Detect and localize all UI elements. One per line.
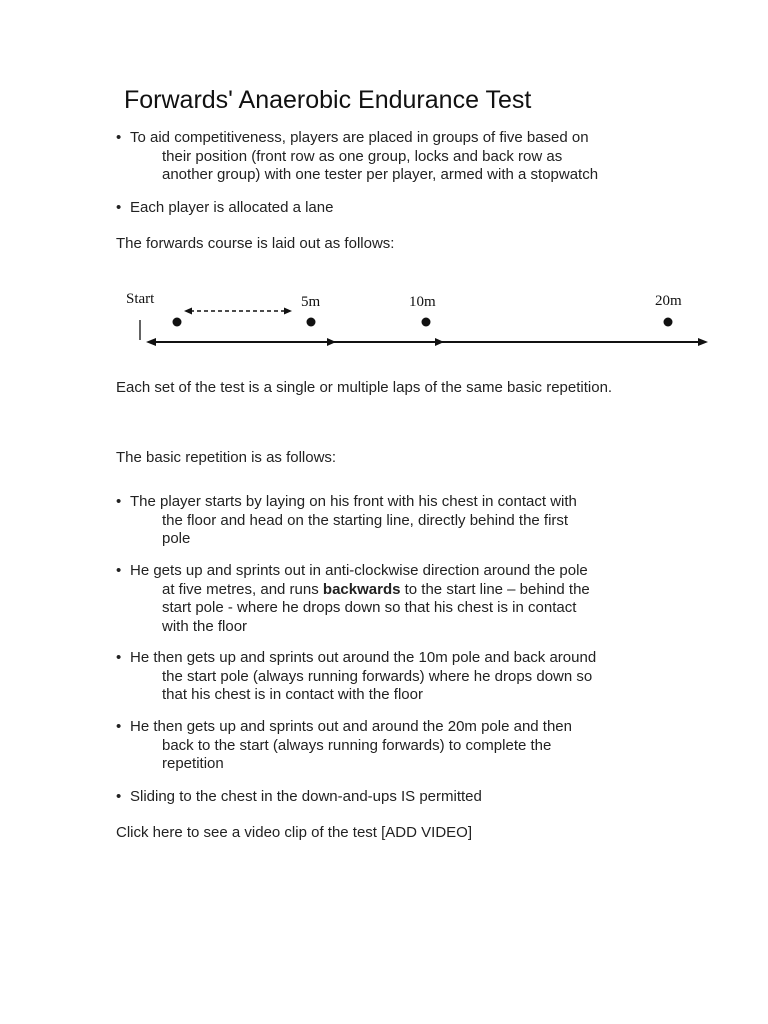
bullet-text: The player starts by laying on his front with his chest in contact with [130,493,577,510]
bullet-dot: • [116,649,122,666]
pole-10m-dot [422,318,431,327]
repetition-bullet-20m [116,718,676,774]
bullet-text-segment: at five metres, and runs [162,580,323,598]
repetition-bullet-10m [116,649,676,705]
repetition-bullet-5m [116,562,676,636]
bullet-text: He then gets up and sprints out and around the 20m pole and then [130,718,572,735]
arrow-head-right [284,308,292,315]
start-label: Start [126,291,155,307]
marker-label-5m: 5m [301,294,321,310]
arrow-head-5m [327,338,336,346]
repetition-bullet-sliding [116,788,676,807]
intro-bullet-lane [116,199,676,218]
bullet-dot: • [116,199,122,216]
set-description-text: Each set of the test is a single or multiple laps of the same basic repetition. [116,379,613,396]
bullet-lead-line [116,718,676,737]
bullet-lead-line [116,788,676,807]
bullet-dot: • [116,562,122,579]
bullet-text: Sliding to the chest in the down-and-ups IS permitted [130,788,482,805]
bullet-continuation: repetition [162,755,224,772]
pole-20m-dot [664,318,673,327]
bullet-continuation: the floor and head on the starting line, directly behind the first [162,511,569,529]
repetition-bullet-start [116,493,676,549]
bullet-lead-line [116,129,676,148]
arrow-head-left [184,308,192,315]
bullet-continuation: back to the start (always running forwards) to complete the [162,736,552,754]
page-title: Forwards' Anaerobic Endurance Test [124,86,532,114]
start-pole-dot [173,318,182,327]
bullet-continuation: the start pole (always running forwards) where he drops down so [162,667,593,685]
bullet-lead-line [116,562,676,581]
bullet-lead-line [116,199,676,218]
bullet-dot: • [116,493,122,510]
bullet-continuation: their position (front row as one group, locks and back row as [162,147,563,165]
arrow-head-10m [435,338,444,346]
bullet-continuation: another group) with one tester per player, armed with a stopwatch [162,166,599,183]
bullet-text: He gets up and sprints out in anti-clockwise direction around the pole [130,562,588,579]
marker-label-20m: 20m [655,293,682,309]
bold-emphasis: backwards [322,580,401,598]
bullet-continuation: with the floor [162,617,248,635]
bullet-continuation [116,581,676,600]
bullet-continuation: that his chest is in contact with the floor [162,686,423,703]
video-link-paragraph [116,822,472,844]
bullet-text: Each player is allocated a lane [130,199,334,216]
bullet-lead-line [116,649,676,668]
arrow-head-start [146,338,156,346]
bullet-continuation: pole [162,530,191,547]
bullet-dot: • [116,718,122,735]
pole-5m-dot [307,318,316,327]
intro-bullet-groups [116,129,676,185]
repetition-intro-text: The basic repetition is as follows: [116,449,337,466]
bullet-continuation: start pole - where he drops down so that his chest is in contact [162,599,577,616]
bullet-text: He then gets up and sprints out around the 10m pole and back around [130,649,597,666]
bullet-dot: • [116,788,122,805]
bullet-dot: • [116,129,122,146]
course-intro-text: The forwards course is laid out as follows: [116,235,395,252]
bullet-text: To aid competitiveness, players are placed in groups of five based on [130,129,589,146]
video-clip-link[interactable]: Click here to see a video clip of the test [ADD VIDEO] [116,824,472,841]
arrow-head-end [698,338,708,346]
course-diagram [110,282,730,362]
bullet-text-segment: to the start line – behind the [400,580,590,598]
marker-label-10m: 10m [409,294,436,310]
bullet-lead-line [116,493,676,512]
